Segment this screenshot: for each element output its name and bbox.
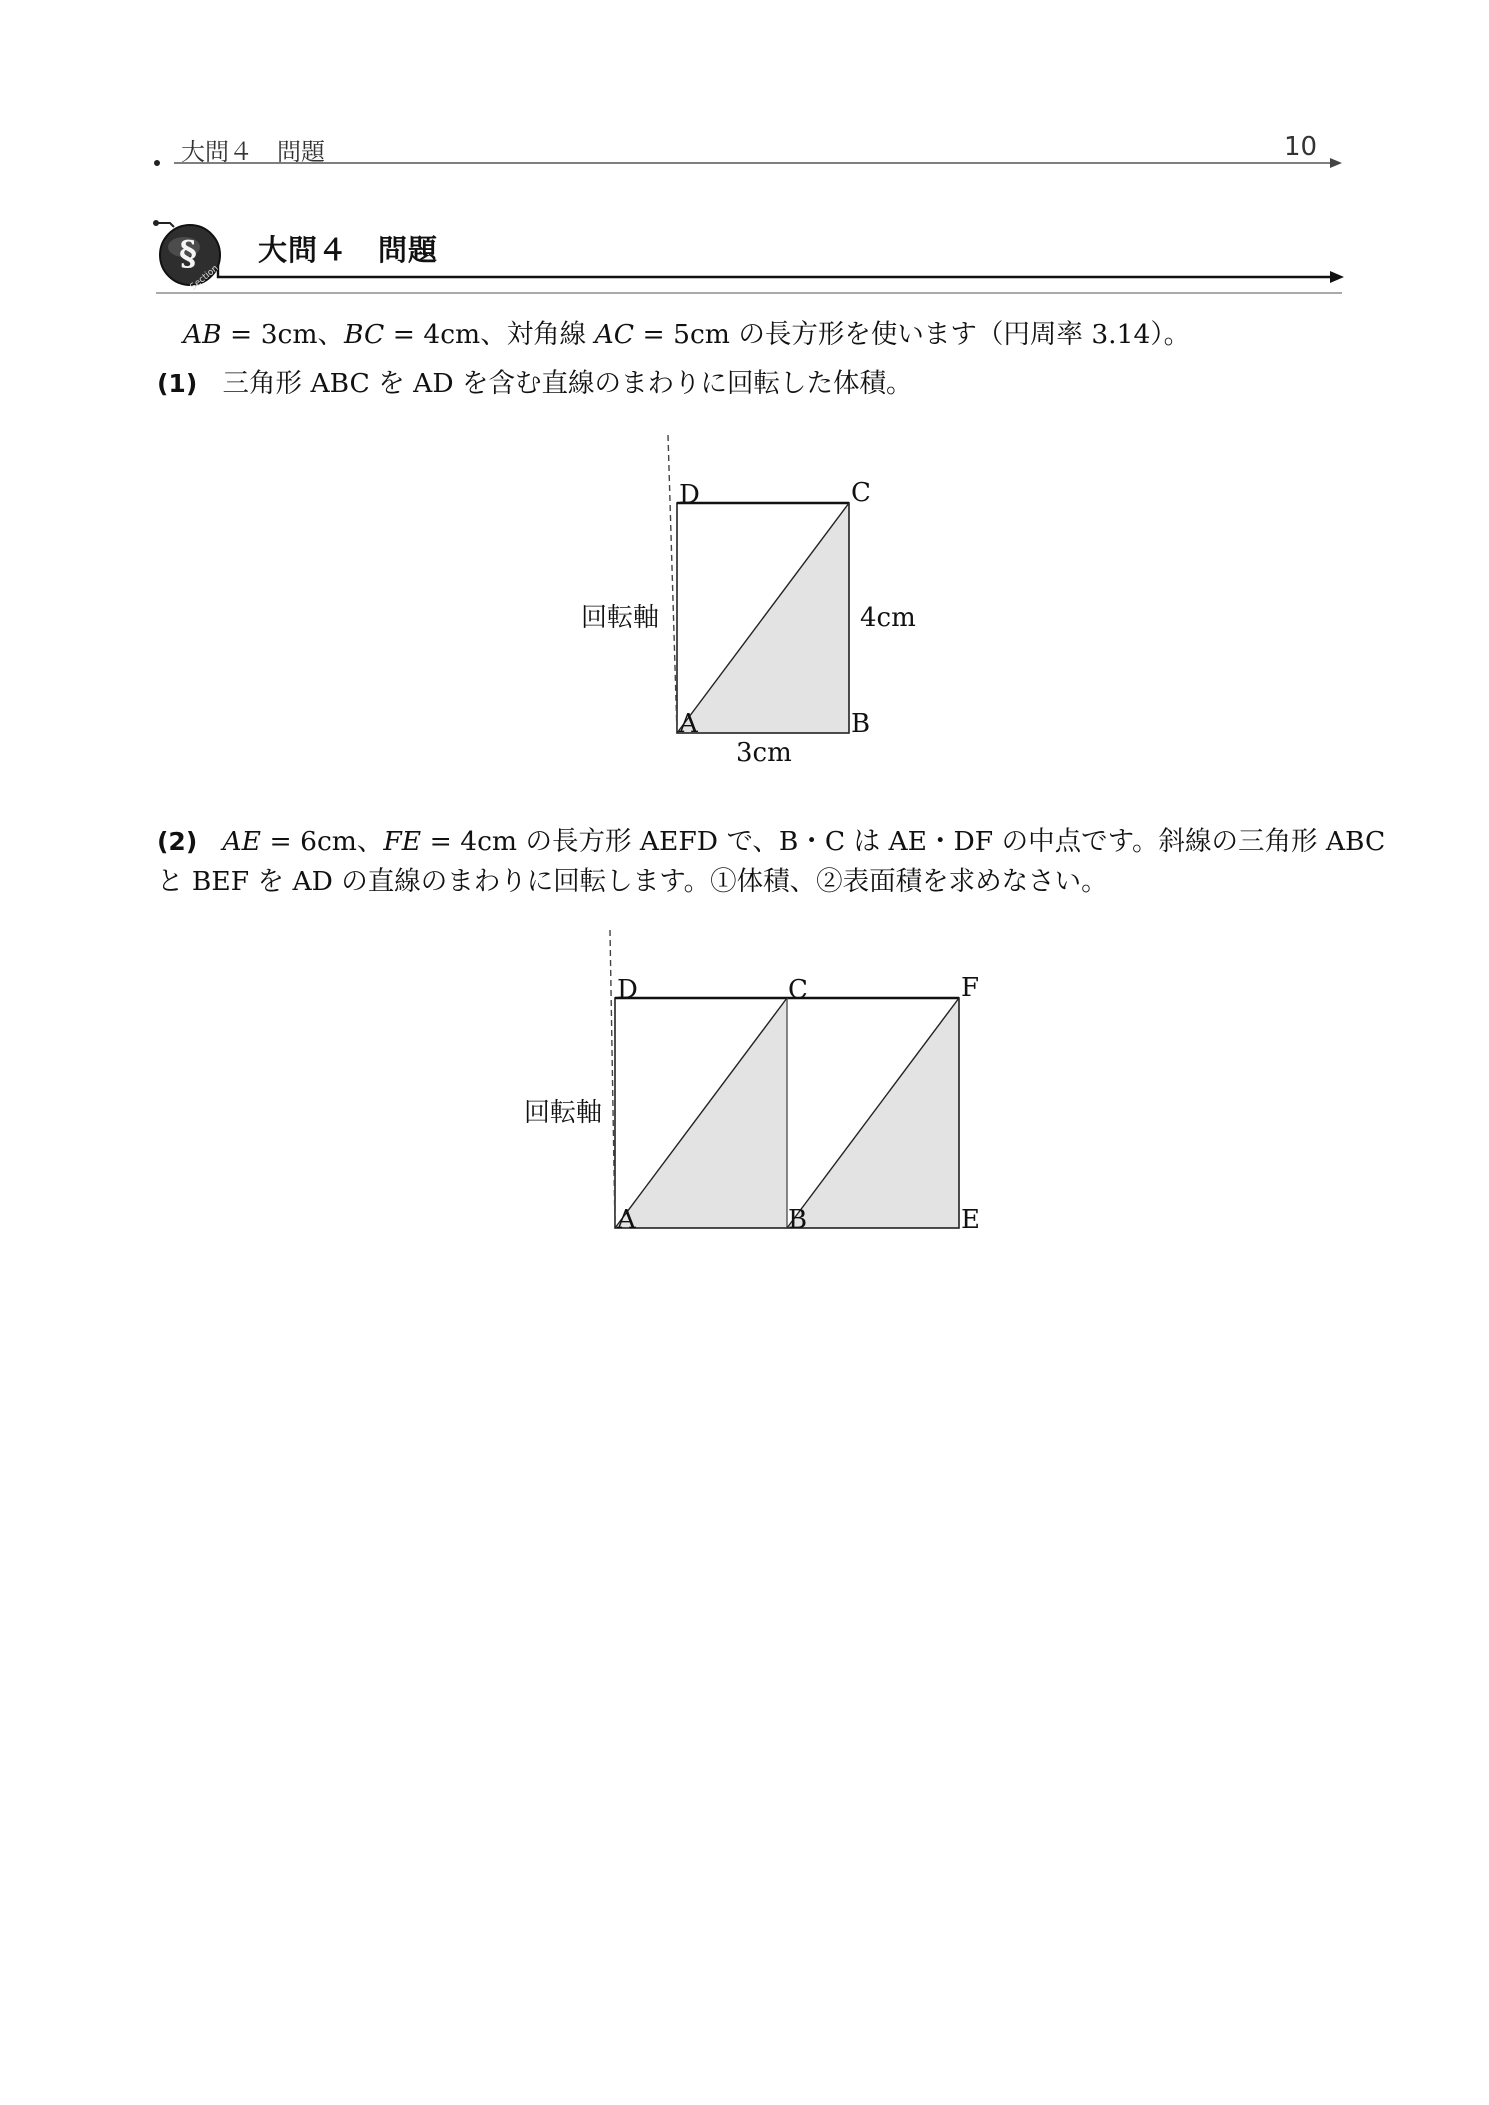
intro-ab-value: 3cm (260, 319, 318, 350)
axis-label: 回転軸 (581, 603, 660, 633)
figure-2-drawing (500, 925, 1020, 1245)
problem-2-fe-value: 4cm (460, 826, 518, 857)
section-mark-icon (150, 213, 230, 293)
svg-text:Section: Section (188, 263, 221, 293)
problem-2-number: (2) (157, 827, 198, 856)
point-a-label: A (679, 709, 698, 739)
problem-1-number: (1) (157, 369, 198, 398)
intro-sep: 、 (317, 319, 345, 350)
problem-2-fe: FE (383, 826, 422, 857)
problem-2-line-1 (157, 822, 1385, 862)
problem-1-text: 三角形 ABC を AD を含む直線のまわりに回転した体積。 (222, 368, 913, 399)
figure-2 (500, 925, 1020, 1245)
intro-ac: AC (594, 319, 635, 350)
side-bc-label: 4cm (860, 603, 916, 633)
problem-2-ae-value: 6cm (300, 826, 357, 857)
problem-2-line-2: と BEF を AD の直線のまわりに回転します。①体積、②表面積を求めなさい。 (157, 866, 1108, 897)
problem-2-eq: = (261, 826, 301, 857)
point-b-label: B (788, 1205, 808, 1235)
point-c-label: C (851, 478, 871, 508)
running-title: 大問４ 問題 (181, 138, 325, 166)
intro-bc: BC (344, 319, 385, 350)
intro-ab: AB (183, 319, 222, 350)
intro-bc-value: 4cm (423, 319, 481, 350)
point-d-label: D (679, 480, 700, 510)
figure-1-drawing (560, 430, 960, 770)
problem-2-ae: AE (222, 826, 262, 857)
intro-ac-value: 5cm (673, 319, 730, 350)
axis-label: 回転軸 (524, 1098, 603, 1128)
side-ab-label: 3cm (736, 738, 792, 768)
intro-eq: = (384, 319, 424, 350)
rotation-axis-line (668, 435, 677, 733)
point-c-label: C (788, 975, 808, 1005)
svg-text:§: § (179, 234, 197, 274)
point-b-label: B (851, 709, 871, 739)
point-e-label: E (961, 1205, 980, 1235)
point-a-label: A (617, 1205, 636, 1235)
problem-2-line-1-rest: の長方形 AEFD で、B・C は AE・DF の中点です。斜線の三角形 ABC (525, 826, 1386, 857)
point-f-label: F (961, 973, 980, 1003)
section-title: 大問４ 問題 (258, 233, 439, 267)
intro-sep: 、 (480, 319, 507, 350)
intro-diagonal-label: 対角線 (506, 319, 587, 350)
intro-eq: = (221, 319, 261, 350)
intro-text (183, 315, 1190, 355)
point-d-label: D (617, 975, 638, 1005)
problem-2-eq: = (421, 826, 461, 857)
figure-1 (560, 430, 960, 770)
intro-rest: の長方形を使います（円周率 3.14）。 (738, 319, 1191, 350)
page-number: 10 (1284, 132, 1318, 162)
problem-1 (157, 364, 913, 404)
intro-eq: = (634, 319, 674, 350)
problem-2-sep: 、 (356, 826, 384, 857)
